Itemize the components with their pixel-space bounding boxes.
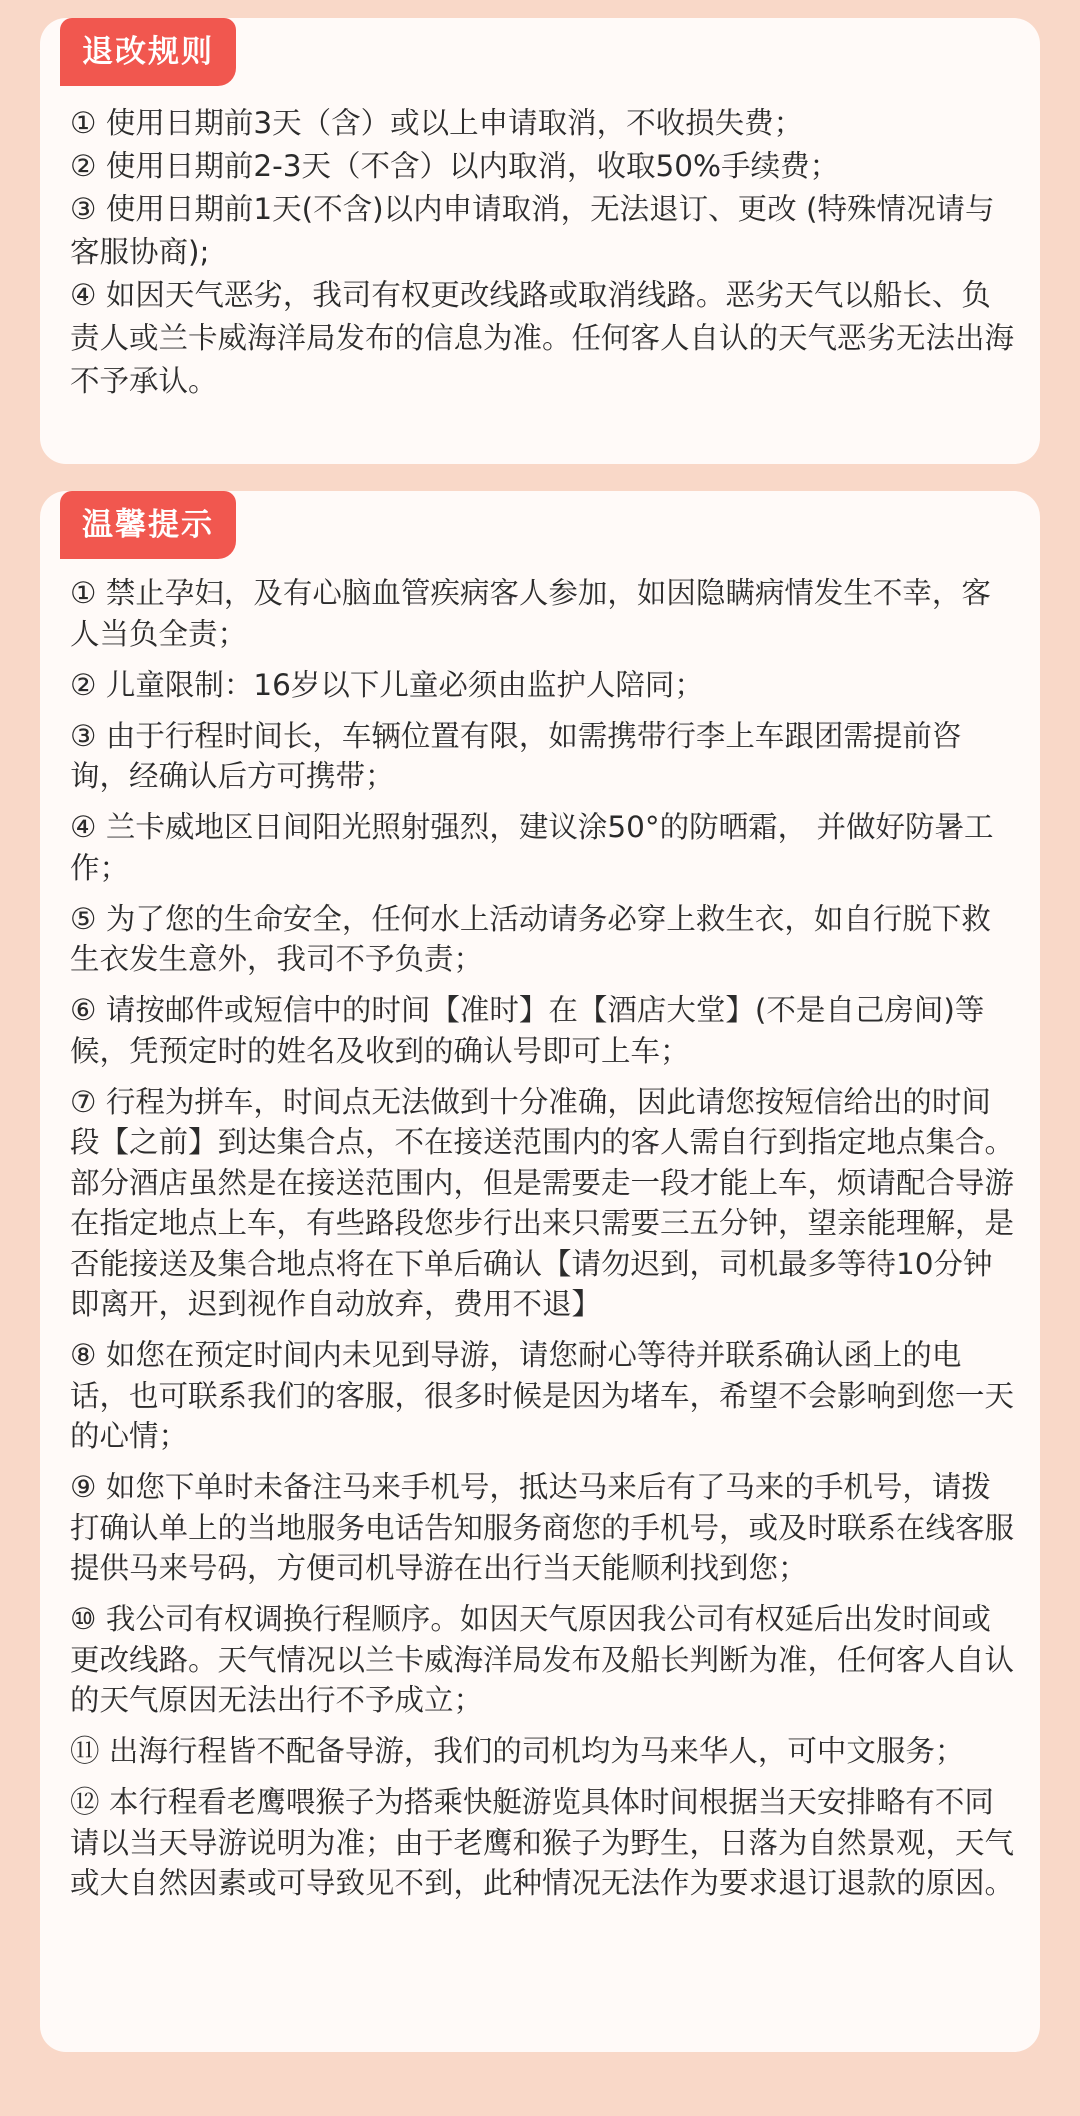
refund-rules-title: 退改规则 [60, 18, 236, 86]
warm-tips-card [40, 491, 1040, 2052]
warm-tips-list [70, 573, 1014, 1914]
warm-tips-title: 温馨提示 [60, 491, 236, 559]
tip-item: ⑪ 出海行程皆不配备导游，我们的司机均为马来华人，可中文服务； [70, 1734, 965, 1768]
refund-rules-list [70, 102, 1014, 403]
tip-item: ⑨ 如您下单时未备注马来手机号，抵达马来后有了马来的手机号，请拨打确认单上的当地服务电话告知服务商您的手机号，或及时联系在线客服提供马来号码，方便司机导游在出行当天能顺利找到您； [70, 1470, 1015, 1585]
tip-item: ⑤ 为了您的生命安全，任何水上活动请务必穿上救生衣，如自行脱下救生衣发生意外，我司不予负责； [70, 901, 991, 976]
refund-rule-item: ③ 使用日期前1天(不含)以内申请取消，无法退订、更改 (特殊情况请与客服协商); [70, 192, 995, 269]
tip-item: ⑥ 请按邮件或短信中的时间【准时】在【酒店大堂】(不是自己房间)等候，凭预定时的姓名及收到的确认号即可上车； [70, 993, 985, 1068]
tip-item: ② 儿童限制：16岁以下儿童必须由监护人陪同； [70, 667, 704, 702]
tip-item: ⑧ 如您在预定时间内未见到导游，请您耐心等待并联系确认函上的电话，也可联系我们的客服，很多时候是因为堵车，希望不会影响到您一天的心情； [70, 1338, 1015, 1453]
refund-rule-item: ④ 如因天气恶劣，我司有权更改线路或取消线路。恶劣天气以船长、负责人或兰卡威海洋局发布的信息为准。任何客人自认的天气恶劣无法出海不予承认。 [70, 278, 1015, 398]
tip-item: ③ 由于行程时间长，车辆位置有限，如需携带行李上车跟团需提前咨询，经确认后方可携带； [70, 718, 962, 793]
refund-rule-item: ② 使用日期前2-3天（不含）以内取消，收取50%手续费； [70, 149, 840, 183]
tip-item: ⑦ 行程为拼车，时间点无法做到十分准确，因此请您按短信给出的时间段【之前】到达集合点，不在接送范围内的客人需自行到指定地点集合。部分酒店虽然是在接送范围内，但是需要走一段才能上车，烦请配合导游在指定地点上车，有些路段您步行出来只需要三五分钟，望亲能理解，是否能接送及集合地点将在下单后确认【请勿迟到，司机最多等待10分钟即离开，迟到视作自动放弃，费用不退】 [70, 1084, 1015, 1321]
tip-item: ⑫ 本行程看老鹰喂猴子为搭乘快艇游览具体时间根据当天安排略有不同请以当天导游说明为准；由于老鹰和猴子为野生，日落为自然景观，天气或大自然因素或可导致见不到，此种情况无法作为要求退订退款的原因。 [70, 1785, 1015, 1900]
tip-item: ① 禁止孕妇，及有心脑血管疾病客人参加，如因隐瞒病情发生不幸，客人当负全责； [70, 576, 991, 651]
refund-rule-item: ① 使用日期前3天（含）或以上申请取消，不收损失费； [70, 106, 804, 140]
tip-item: ⑩ 我公司有权调换行程顺序。如因天气原因我公司有权延后出发时间或更改线路。天气情况以兰卡威海洋局发布及船长判断为准，任何客人自认的天气原因无法出行不予成立； [70, 1602, 1015, 1717]
tip-item: ④ 兰卡威地区日间阳光照射强烈，建议涂50°的防晒霜， 并做好防暑工作； [70, 810, 994, 885]
refund-rules-card [40, 18, 1040, 464]
